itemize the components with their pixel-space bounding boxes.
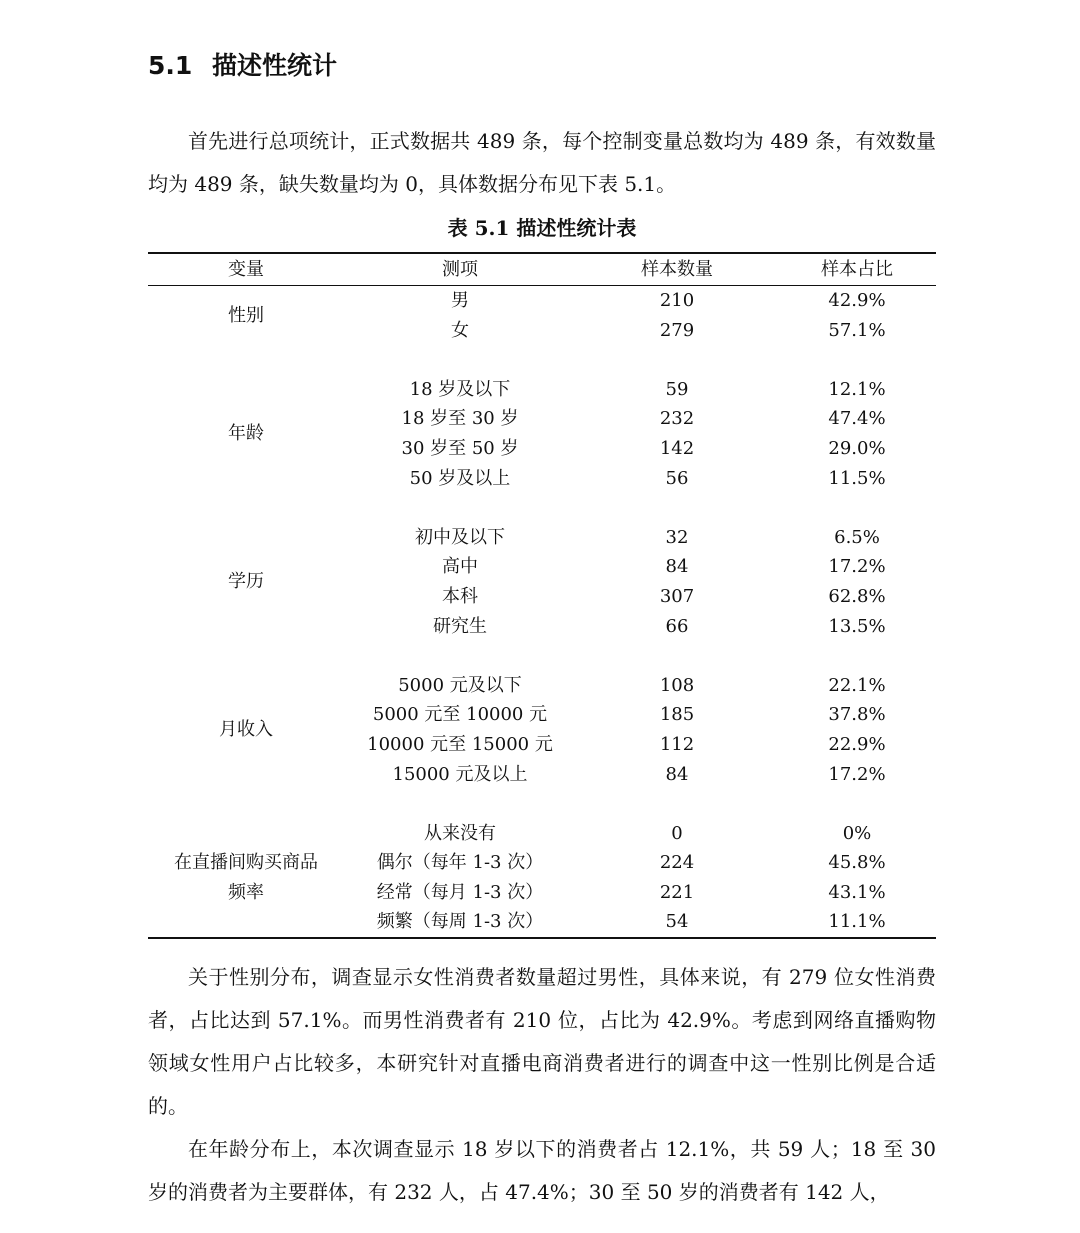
cell-percent: 22.9% <box>828 733 886 755</box>
variable-label: 在直播间购买商品 频率 <box>174 852 318 903</box>
cell-item: 研究生 <box>433 615 487 637</box>
cell-percent: 42.9% <box>828 290 886 311</box>
cell-count: 0 <box>671 822 683 844</box>
cell-count: 54 <box>665 911 689 933</box>
cell-count: 112 <box>659 733 695 755</box>
cell-percent: 45.8% <box>828 852 886 874</box>
table-row <box>344 286 936 316</box>
section-heading <box>148 46 337 86</box>
cell-count: 32 <box>665 526 689 548</box>
table-row <box>344 760 936 790</box>
cell-count: 279 <box>659 319 695 341</box>
cell-item: 经常（每月 1-3 次） <box>376 881 544 903</box>
cell-percent: 6.5% <box>834 526 880 548</box>
cell-percent: 57.1% <box>828 319 886 341</box>
table-group <box>148 286 936 345</box>
table-row <box>344 316 936 346</box>
cell-percent: 47.4% <box>828 408 886 430</box>
group-rows <box>344 671 936 789</box>
cell-item: 高中 <box>442 556 478 578</box>
cell-item: 频繁（每周 1-3 次） <box>376 911 544 933</box>
cell-item: 女 <box>451 319 469 341</box>
group-rows <box>344 819 936 937</box>
cell-percent: 43.1% <box>828 881 886 903</box>
table-row <box>344 612 936 642</box>
cell-percent: 11.1% <box>828 911 886 933</box>
stats-table <box>148 252 936 939</box>
cell-count: 56 <box>665 467 689 489</box>
table-row <box>344 375 936 405</box>
body-paragraphs <box>148 956 936 1214</box>
intro-paragraph <box>148 120 936 206</box>
cell-item: 50 岁及以上 <box>409 467 511 489</box>
group-rows <box>344 523 936 641</box>
group-variable <box>148 286 344 345</box>
cell-percent: 12.1% <box>828 378 886 400</box>
group-variable <box>148 523 344 641</box>
cell-count: 210 <box>659 290 695 311</box>
cell-count: 142 <box>659 437 695 459</box>
header-item: 测项 <box>442 259 478 280</box>
variable-label: 性别 <box>228 304 264 326</box>
section-number: 5.1 <box>148 51 193 80</box>
table-group <box>148 523 936 641</box>
cell-count: 66 <box>665 615 689 637</box>
cell-item: 15000 元及以上 <box>392 763 528 785</box>
table-header-row <box>148 254 936 286</box>
cell-item: 5000 元及以下 <box>398 674 522 696</box>
group-variable <box>148 819 344 937</box>
cell-item: 初中及以下 <box>415 526 505 548</box>
variable-label: 年龄 <box>228 423 264 445</box>
table-row <box>344 552 936 582</box>
group-rows <box>344 286 936 345</box>
table-row <box>344 523 936 553</box>
header-count: 样本数量 <box>641 259 713 280</box>
table-group <box>148 375 936 493</box>
age-paragraph: 在年龄分布上，本次调查显示 18 岁以下的消费者占 12.1%，共 59 人；18 至 30 岁的消费者为主要群体，有 232 人，占 47.4%；30 至 50 岁的消费者有 142 人， <box>148 1137 936 1204</box>
cell-count: 185 <box>659 704 695 726</box>
cell-count: 221 <box>659 881 695 903</box>
table-row <box>344 582 936 612</box>
table-group <box>148 671 936 789</box>
table-row <box>344 819 936 849</box>
table-row <box>344 671 936 701</box>
cell-percent: 17.2% <box>828 556 886 578</box>
cell-item: 18 岁及以下 <box>409 378 511 400</box>
cell-item: 从来没有 <box>424 822 496 844</box>
group-variable <box>148 375 344 493</box>
cell-count: 59 <box>665 378 689 400</box>
cell-count: 84 <box>665 763 689 785</box>
cell-item: 偶尔（每年 1-3 次） <box>376 852 544 874</box>
variable-label: 学历 <box>228 571 264 593</box>
table-row <box>344 434 936 464</box>
cell-item: 5000 元至 10000 元 <box>372 704 548 726</box>
cell-item: 30 岁至 50 岁 <box>401 437 519 459</box>
table-row <box>344 878 936 908</box>
section-title: 描述性统计 <box>212 51 338 80</box>
cell-percent: 22.1% <box>828 674 886 696</box>
table-caption: 表 5.1 描述性统计表 <box>447 216 637 240</box>
table-body <box>148 286 936 937</box>
cell-percent: 37.8% <box>828 704 886 726</box>
table-row <box>344 907 936 937</box>
cell-item: 男 <box>451 290 469 311</box>
header-percent: 样本占比 <box>821 259 893 280</box>
table-row <box>344 464 936 494</box>
header-variable: 变量 <box>228 259 264 280</box>
cell-item: 10000 元至 15000 元 <box>367 733 553 755</box>
group-rows <box>344 375 936 493</box>
cell-count: 224 <box>659 852 695 874</box>
cell-percent: 29.0% <box>828 437 886 459</box>
cell-count: 84 <box>665 556 689 578</box>
cell-percent: 17.2% <box>828 763 886 785</box>
cell-percent: 13.5% <box>828 615 886 637</box>
table-row <box>344 730 936 760</box>
cell-percent: 0% <box>842 822 872 844</box>
cell-percent: 11.5% <box>828 467 886 489</box>
cell-percent: 62.8% <box>828 585 886 607</box>
cell-count: 108 <box>659 674 695 696</box>
cell-count: 232 <box>659 408 695 430</box>
cell-item: 本科 <box>442 585 478 607</box>
cell-item: 18 岁至 30 岁 <box>401 408 519 430</box>
table-row <box>344 404 936 434</box>
variable-label: 月收入 <box>219 719 273 741</box>
cell-count: 307 <box>659 585 695 607</box>
table-group <box>148 819 936 937</box>
table-row <box>344 700 936 730</box>
table-row <box>344 848 936 878</box>
intro-text: 首先进行总项统计，正式数据共 489 条，每个控制变量总数均为 489 条，有效数量均为 489 条，缺失数量均为 0，具体数据分布见下表 5.1。 <box>148 129 936 196</box>
group-variable <box>148 671 344 789</box>
gender-paragraph: 关于性别分布，调查显示女性消费者数量超过男性，具体来说，有 279 位女性消费者，占比达到 57.1%。而男性消费者有 210 位，占比为 42.9%。考虑到网络直播购物领域女性用户占比较多，本研究针对直播电商消费者进行的调查中这一性别比例是合适的。 <box>148 965 936 1118</box>
